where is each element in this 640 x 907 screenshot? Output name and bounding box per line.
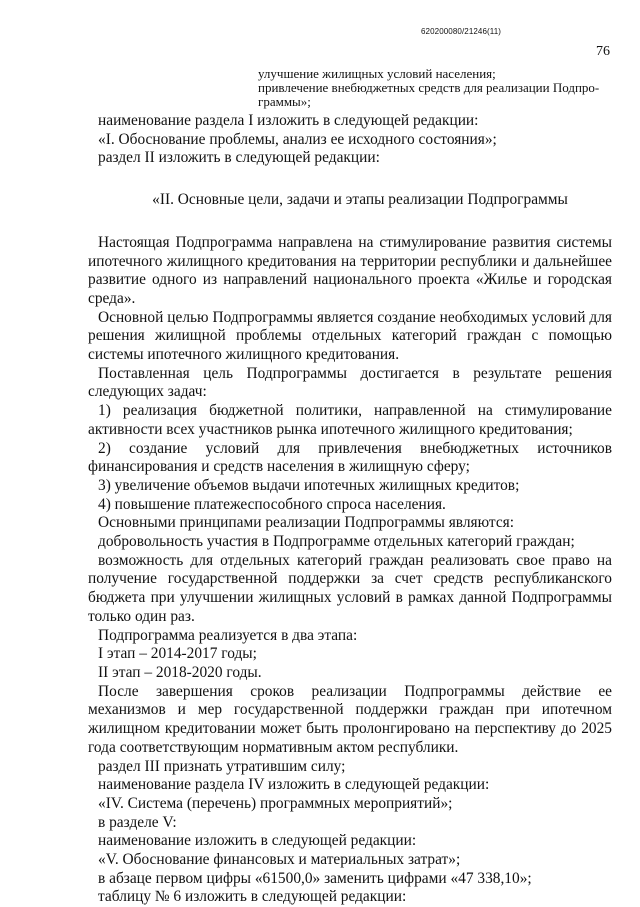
task-item: 4) повышение платежеспособного спроса населения. <box>98 495 446 513</box>
amendment-line: «I. Обоснование проблемы, анализ ее исходного состояния»; <box>98 130 497 148</box>
task-item: 1) реализация бюджетной политики, направленной на стимулирование активности всех участников рынка ипотечного жилищного кредитования; <box>88 402 612 438</box>
document-code: 620200080/21246(11) <box>421 27 502 36</box>
paragraph: в абзаце первом цифры «61500,0» заменить цифрами «47 338,10»; <box>98 869 532 887</box>
paragraph: Поставленная цель Подпрограммы достигается в результате решения следующих задач: <box>88 364 612 401</box>
paragraph: раздел III признать утратившим силу; <box>98 757 346 775</box>
paragraph: наименование раздела IV изложить в следующей редакции: <box>98 776 490 794</box>
document-body <box>88 112 612 907</box>
paragraph: добровольность участия в Подпрограмме отдельных категорий граждан; <box>98 533 575 551</box>
task-item: 2) создание условий для привлечения внебюджетных источников финансирования и средств населения в жилищную сферу; <box>88 439 612 476</box>
paragraph: После завершения сроков реализации Подпрограммы действие ее механизмов и мер государственной поддержки граждан при ипотечном жилищном кредитовании может быть пролонгировано на перспективу до 2025 года соответствующим нормативным актом республики. <box>88 682 612 756</box>
paragraph: Настоящая Подпрограмма направлена на стимулирование развития системы ипотечного жилищного кредитования на территории республики и дальнейшее развитие одного из направлений национального проекта «Жилье и городская среда». <box>88 233 612 307</box>
paragraph: в разделе V: <box>98 813 177 831</box>
paragraph: наименование изложить в следующей редакции: <box>98 832 417 850</box>
amendment-line: наименование раздела I изложить в следующей редакции: <box>98 112 479 129</box>
paragraph: «V. Обоснование финансовых и материальных затрат»; <box>98 851 461 869</box>
paragraph: возможность для отдельных категорий граждан реализовать свое право на получение государственной поддержки за счет средств республиканского бюджета при улучшении жилищных условий в рамках данной Подпрограммы только один раз. <box>88 551 612 625</box>
intro-line: граммы»; <box>258 94 311 109</box>
amendment-line: раздел II изложить в следующей редакции: <box>98 149 380 167</box>
stage-item: I этап – 2014-2017 годы; <box>98 645 257 663</box>
paragraph: Подпрограмма реализуется в два этапа: <box>98 626 358 644</box>
paragraph: Основной целью Подпрограммы является создание необходимых условий для решения жилищной проблемы отдельных категорий граждан с помощью системы ипотечного жилищного кредитования. <box>88 308 612 364</box>
paragraph: Основными принципами реализации Подпрограммы являются: <box>98 514 515 532</box>
task-item: 3) увеличение объемов выдачи ипотечных жилищных кредитов; <box>98 476 520 494</box>
intro-line: привлечение внебюджетных средств для реализации Подпро- <box>258 80 600 95</box>
paragraph: таблицу № 6 изложить в следующей редакции: <box>98 888 407 906</box>
intro-line: улучшение жилищных условий населения; <box>258 66 496 81</box>
section-heading: «II. Основные цели, задачи и этапы реализации Подпрограммы <box>152 191 568 209</box>
intro-block <box>258 67 613 109</box>
stage-item: II этап – 2018-2020 годы. <box>98 663 262 681</box>
page-number: 76 <box>596 44 610 59</box>
paragraph: «IV. Система (перечень) программных мероприятий»; <box>98 794 453 812</box>
